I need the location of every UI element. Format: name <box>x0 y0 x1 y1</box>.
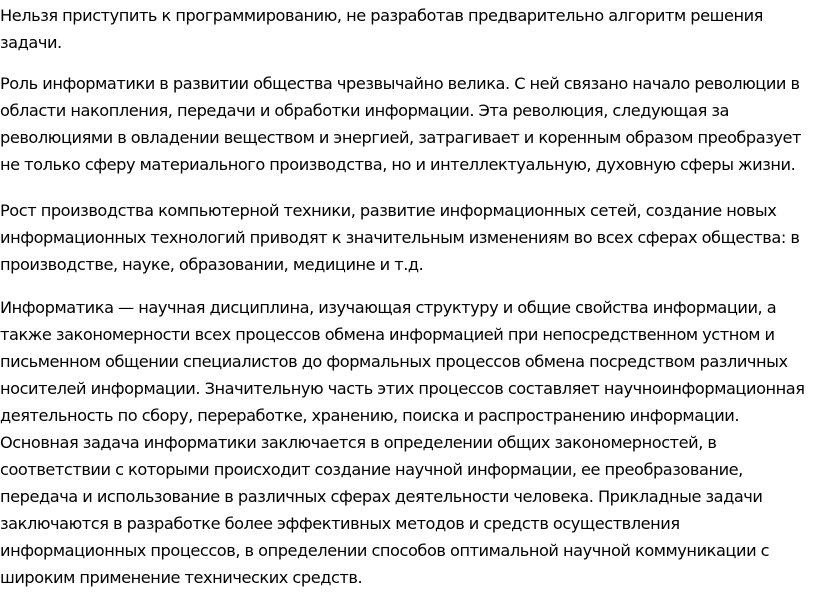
paragraph-informatics-definition: Информатика — научная дисциплина, изучающая структуру и общие свойства информации, а также закономерности всех процессов обмена информацией при непосредственном устном и письменном общении специалистов до формальных процессов обмена посредством различных носителей информации. Значительную часть этих процессов составляет научноинформационная деятельность по сбору, переработке, хранению, поиска и распространению информации. Основная задача информатики заключается в определении общих закономерностей, в соответствии с которыми происходит создание научной информации, ее преобразование, передача и использование в различных сферах деятельности человека. Прикладные задачи заключаются в разработке более эффективных методов и средств осуществления информационных процессов, в определении способов оптимальной научной коммуникации с широким применение технических средств. <box>0 298 805 587</box>
paragraph-programming: Нельзя приступить к программированию, не разработав предварительно алгоритм решения задачи. <box>0 6 763 52</box>
paragraph-growth-of-production: Рост производства компьютерной техники, развитие информационных сетей, создание новых информационных технологий приводят к значительным изменениям во всех сферах общества: в производстве, науке, образовании, медицине и т.д. <box>0 201 800 274</box>
paragraph-role-of-informatics: Роль информатики в развитии общества чрезвычайно велика. С ней связано начало революции в области накопления, передачи и обработки информации. Эта революция, следующая за революциями в овладении веществом и энергией, затрагивает и коренным образом преобразует не только сферу материального производства, но и интеллектуальную, духовную сферы жизни. <box>0 74 802 174</box>
